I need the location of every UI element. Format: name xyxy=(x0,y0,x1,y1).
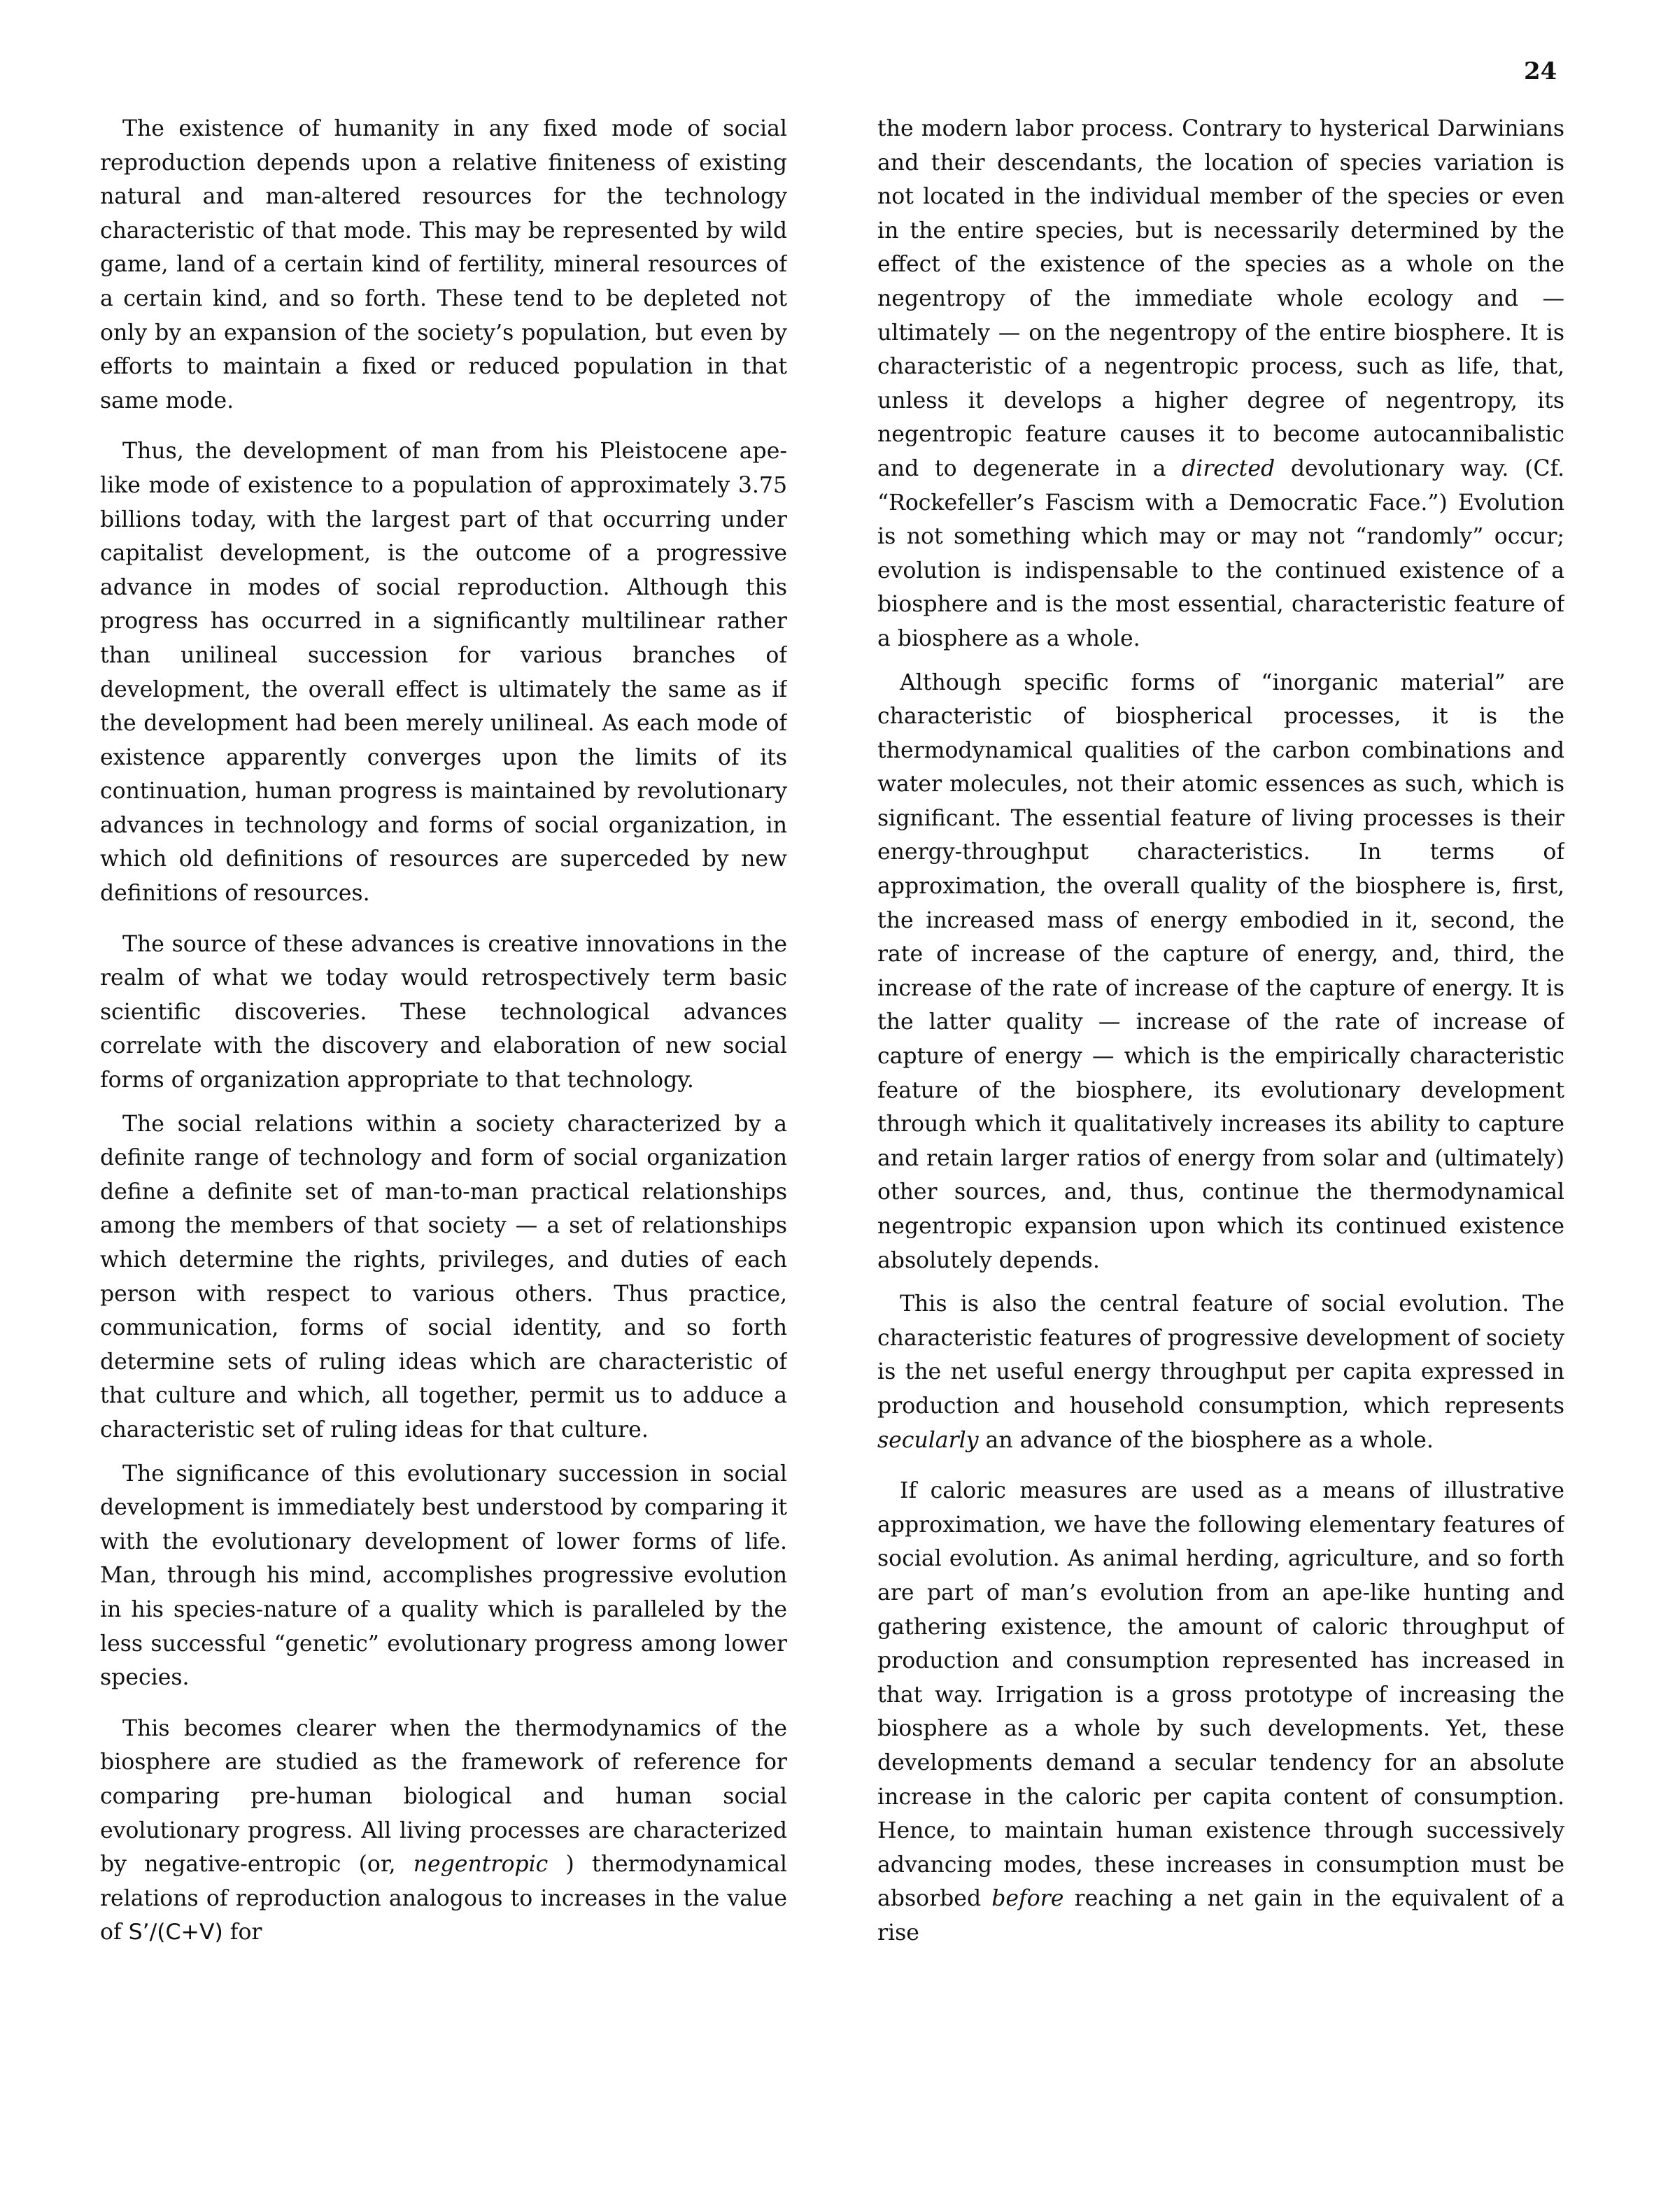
left-column xyxy=(100,112,787,2176)
paragraph xyxy=(877,1474,1564,1950)
text-span: an advance of the biosphere as a whole. xyxy=(985,1427,1434,1453)
text-span: This is also the central feature of social evolution. The characteristic features of progressive development of society is the net useful energy throughput per capita expressed in production and household consumption, which represents xyxy=(877,1291,1564,1419)
emphasis: directed xyxy=(1182,455,1275,481)
paragraph: The social relations within a society characterized by a definite range of technology and form of social organization define a definite set of man-to-man practical relationships among the members of that society — a set of relationships which determine the rights, privileges, and duties of each person with respect to various others. Thus practice, communication, forms of social identity, and so forth determine sets of ruling ideas which are characteristic of that culture and which, all together, permit us to adduce a characteristic set of ruling ideas for that culture. xyxy=(100,1111,787,1442)
paragraph: The significance of this evolutionary succession in social development is immediately best understood by comparing it with the evolutionary development of lower forms of life. Man, through his mind, accomplishes progressive evolution in his species-nature of a quality which is paralleled by the less successful “genetic” evolutionary progress among lower species. xyxy=(100,1461,787,1691)
text-span: This becomes clearer when the thermodynamics of the biosphere are studied as the framework of reference for comparing pre-human biological and human social evolutionary progress. All living processes are characterized by negative-entropic (or, xyxy=(100,1715,787,1878)
text-span: If caloric measures are used as a means of illustrative approximation, we have the following elementary features of social evolution. As animal herding, agriculture, and so forth are part of man’s evolution from an ape-like hunting and gathering existence, the amount of caloric throughput of production and consumption represented has increased in that way. Irrigation is a gross prototype of increasing the biosphere as a whole by such developments. Yet, these developments demand a secular tendency for an absolute increase in the caloric per capita content of consumption. Hence, to maintain human existence through successively advancing modes, these increases in consumption must be absorbed xyxy=(877,1478,1564,1912)
paragraph xyxy=(100,1712,787,1950)
right-column xyxy=(877,112,1564,2176)
text-span: devolutionary way. (Cf. “Rockefeller’s Fascism with a Democratic Face.”) Evolution is not something which may or may not “randomly” occur; evolution is indispensable to the continued existence of a biosphere and is the most essential, characteristic feature of a biosphere as a whole. xyxy=(877,455,1564,651)
emphasis: secularly xyxy=(877,1427,979,1453)
paragraph xyxy=(877,1287,1564,1457)
paragraph: Thus, the development of man from his Pleistocene ape-like mode of existence to a population of approximately 3.75 billions today, with the largest part of that occurring under capitalist development, is the outcome of a progressive advance in modes of social reproduction. Although this progress has occurred in a significantly multilinear rather than unilineal succession for various branches of development, the overall effect is ultimately the same as if the development had been merely unilineal. As each mode of existence apparently converges upon the limits of its continuation, human progress is maintained by revolutionary advances in technology and forms of social organization, in which old definitions of resources are superceded by new definitions of resources. xyxy=(100,439,787,907)
text-span: ) thermodynamical relations of reproduction analogous to increases in the value of xyxy=(100,1852,787,1945)
emphasis: negentropic xyxy=(413,1852,549,1878)
paragraph: The existence of humanity in any fixed mode of social reproduction depends upon a relative finiteness of existing natural and man-altered resources for the technology characteristic of that mode. This may be represented by wild game, land of a certain kind of fertility, mineral resources of a certain kind, and so forth. These tend to be depleted not only by an expansion of the society’s population, but even by efforts to maintain a fixed or reduced population in that same mode. xyxy=(100,116,787,413)
text-span: the modern labor process. Contrary to hysterical Darwinians and their descendants, the location of species variation is not located in the individual member of the species or even in the entire species, but is necessarily determined by the effect of the existence of the species as a whole on the negentropy of the immediate whole ecology and — ultimately — on the negentropy of the entire biosphere. It is characteristic of a negentropic process, such as life, that, unless it develops a higher degree of negentropy, its negentropic feature causes it to become autocannibalistic and to degenerate in a xyxy=(877,116,1564,481)
text-span: for xyxy=(229,1920,262,1945)
paragraph: The source of these advances is creative innovations in the realm of what we today would retrospectively term basic scientific discoveries. These technological advances correlate with the discovery and elaboration of new social forms of organization appropriate to that technology. xyxy=(100,931,787,1093)
page-number: 24 xyxy=(1524,57,1557,85)
text-span: reaching a net gain in the equivalent of a rise xyxy=(877,1886,1564,1945)
paragraph xyxy=(877,112,1564,656)
formula: S’/(C+V) xyxy=(128,1920,223,1945)
emphasis: before xyxy=(991,1886,1064,1912)
paragraph: Although specific forms of “inorganic material” are characteristic of biospherical processes, it is the thermodynamical qualities of the carbon combinations and water molecules, not their atomic essences as such, which is significant. The essential feature of living processes is their energy-throughput characteristics. In terms of approximation, the overall quality of the biosphere is, first, the increased mass of energy embodied in it, second, the rate of increase of the capture of energy, and, third, the increase of the rate of increase of the capture of energy. It is the latter quality — increase of the rate of increase of capture of energy — which is the empirically characteristic feature of the biosphere, its evolutionary development through which it qualitatively increases its ability to capture and retain larger ratios of energy from solar and (ultimately) other sources, and, thus, continue the thermodynamical negentropic expansion upon which its continued existence absolutely depends. xyxy=(877,669,1564,1273)
